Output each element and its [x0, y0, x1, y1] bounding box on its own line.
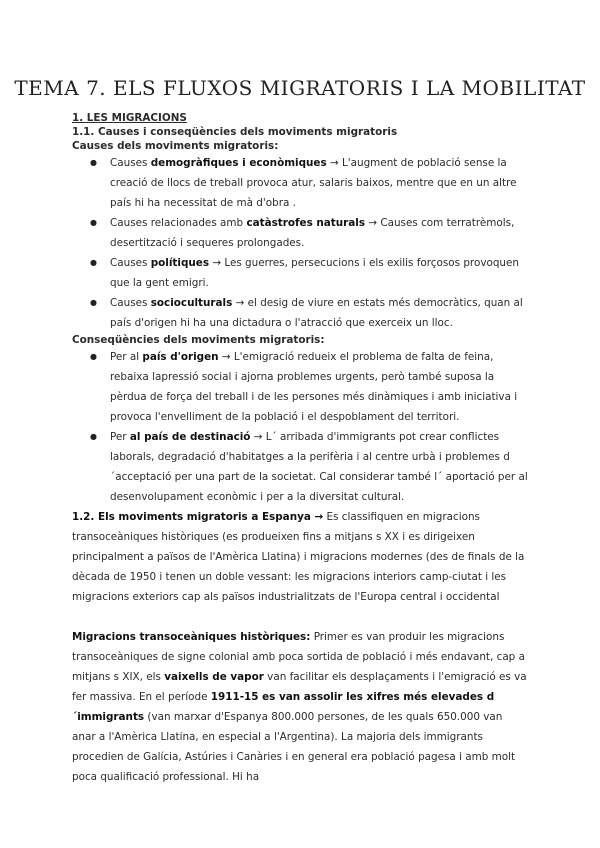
list-item: ● Causes demogràfiques i econòmiques → L'augment de població sense la creació de llocs de treball provoca atur, salaris baixos, mentre que en un altre país hi ha necessitat de mà d'obra .: [110, 153, 528, 213]
paragraph-spain-migrations: 1.2. Els moviments migratoris a Espanya → Es classifiquen en migracions transoceàniques històriques (es produeixen fins a mitjans s XX i es dirigeixen principalment a països de l'Amèrica Llatina) i migracions modernes (des de finals de la dècada de 1950 i tenen un doble vessant: les migracions interiors camp-ciutat i les migracions exteriors cap als països industrialitzats de l'Europa central i occidental: [72, 511, 525, 603]
list-item: ● Per al país de destinació → L´ arribada d'immigrants pot crear conflictes laborals, degradació d'habitatges a la perifèria i al centre urbà i problemes d´acceptació per una part de la societat. Cal considerar també l´ aportació per al desenvolupament econòmic i per a la diversitat cultural.: [110, 427, 528, 507]
consequences-heading: Conseqüències dels moviments migratoris:: [72, 334, 325, 346]
document-body: [72, 111, 528, 787]
consequences-list: [72, 347, 528, 507]
section-heading: 1. LES MIGRACIONS: [72, 112, 187, 124]
list-item: ● Causes socioculturals → el desig de viure en estats més democràtics, quan al país d'origen hi ha una dictadura o l'atracció que exerceix un lloc.: [110, 293, 528, 333]
list-item: ● Causes polítiques → Les guerres, persecucions i els exilis forçosos provoquen que la gent emigri.: [110, 253, 528, 293]
paragraph-historical-migrations: Migracions transoceàniques històriques: Primer es van produir les migracions transoceàniques de signe colonial amb poca sortida de població i més endavant, cap a mitjans s XIX, els vaixells de vapor van facilitar els desplaçaments i l'emigració es va fer massiva. En el període 1911-15 es van assolir les xifres més elevades d´immigrants (van marxar d'Espanya 800.000 persones, de les quals 650.000 van anar a l'Amèrica Llatina, en especial a l'Argentina). La majoria dels immigrants procedien de Galícia, Astúries i Canàries i en general era població pagesa i amb molt poca qualificació professional. Hi ha: [72, 631, 527, 783]
causes-heading: Causes dels moviments migratoris:: [72, 140, 279, 152]
list-item: ● Causes relacionades amb catàstrofes naturals → Causes com terratrèmols, desertització i sequeres prolongades.: [110, 213, 528, 253]
page-title: TEMA 7. ELS FLUXOS MIGRATORIS I LA MOBILITAT: [14, 76, 586, 100]
causes-list: [72, 153, 528, 333]
spacer: [72, 607, 528, 627]
list-item: ● Per al país d'origen → L'emigració redueix el problema de falta de feina, rebaixa lapressió social i ajorna problemes urgents, però també suposa la pèrdua de força del treball i de les persones més dinàmiques i amb iniciativa i provoca l'envelliment de la població i el despoblament del territori.: [110, 347, 528, 427]
subsection-heading: 1.1. Causes i conseqüències dels moviments migratoris: [72, 126, 398, 138]
